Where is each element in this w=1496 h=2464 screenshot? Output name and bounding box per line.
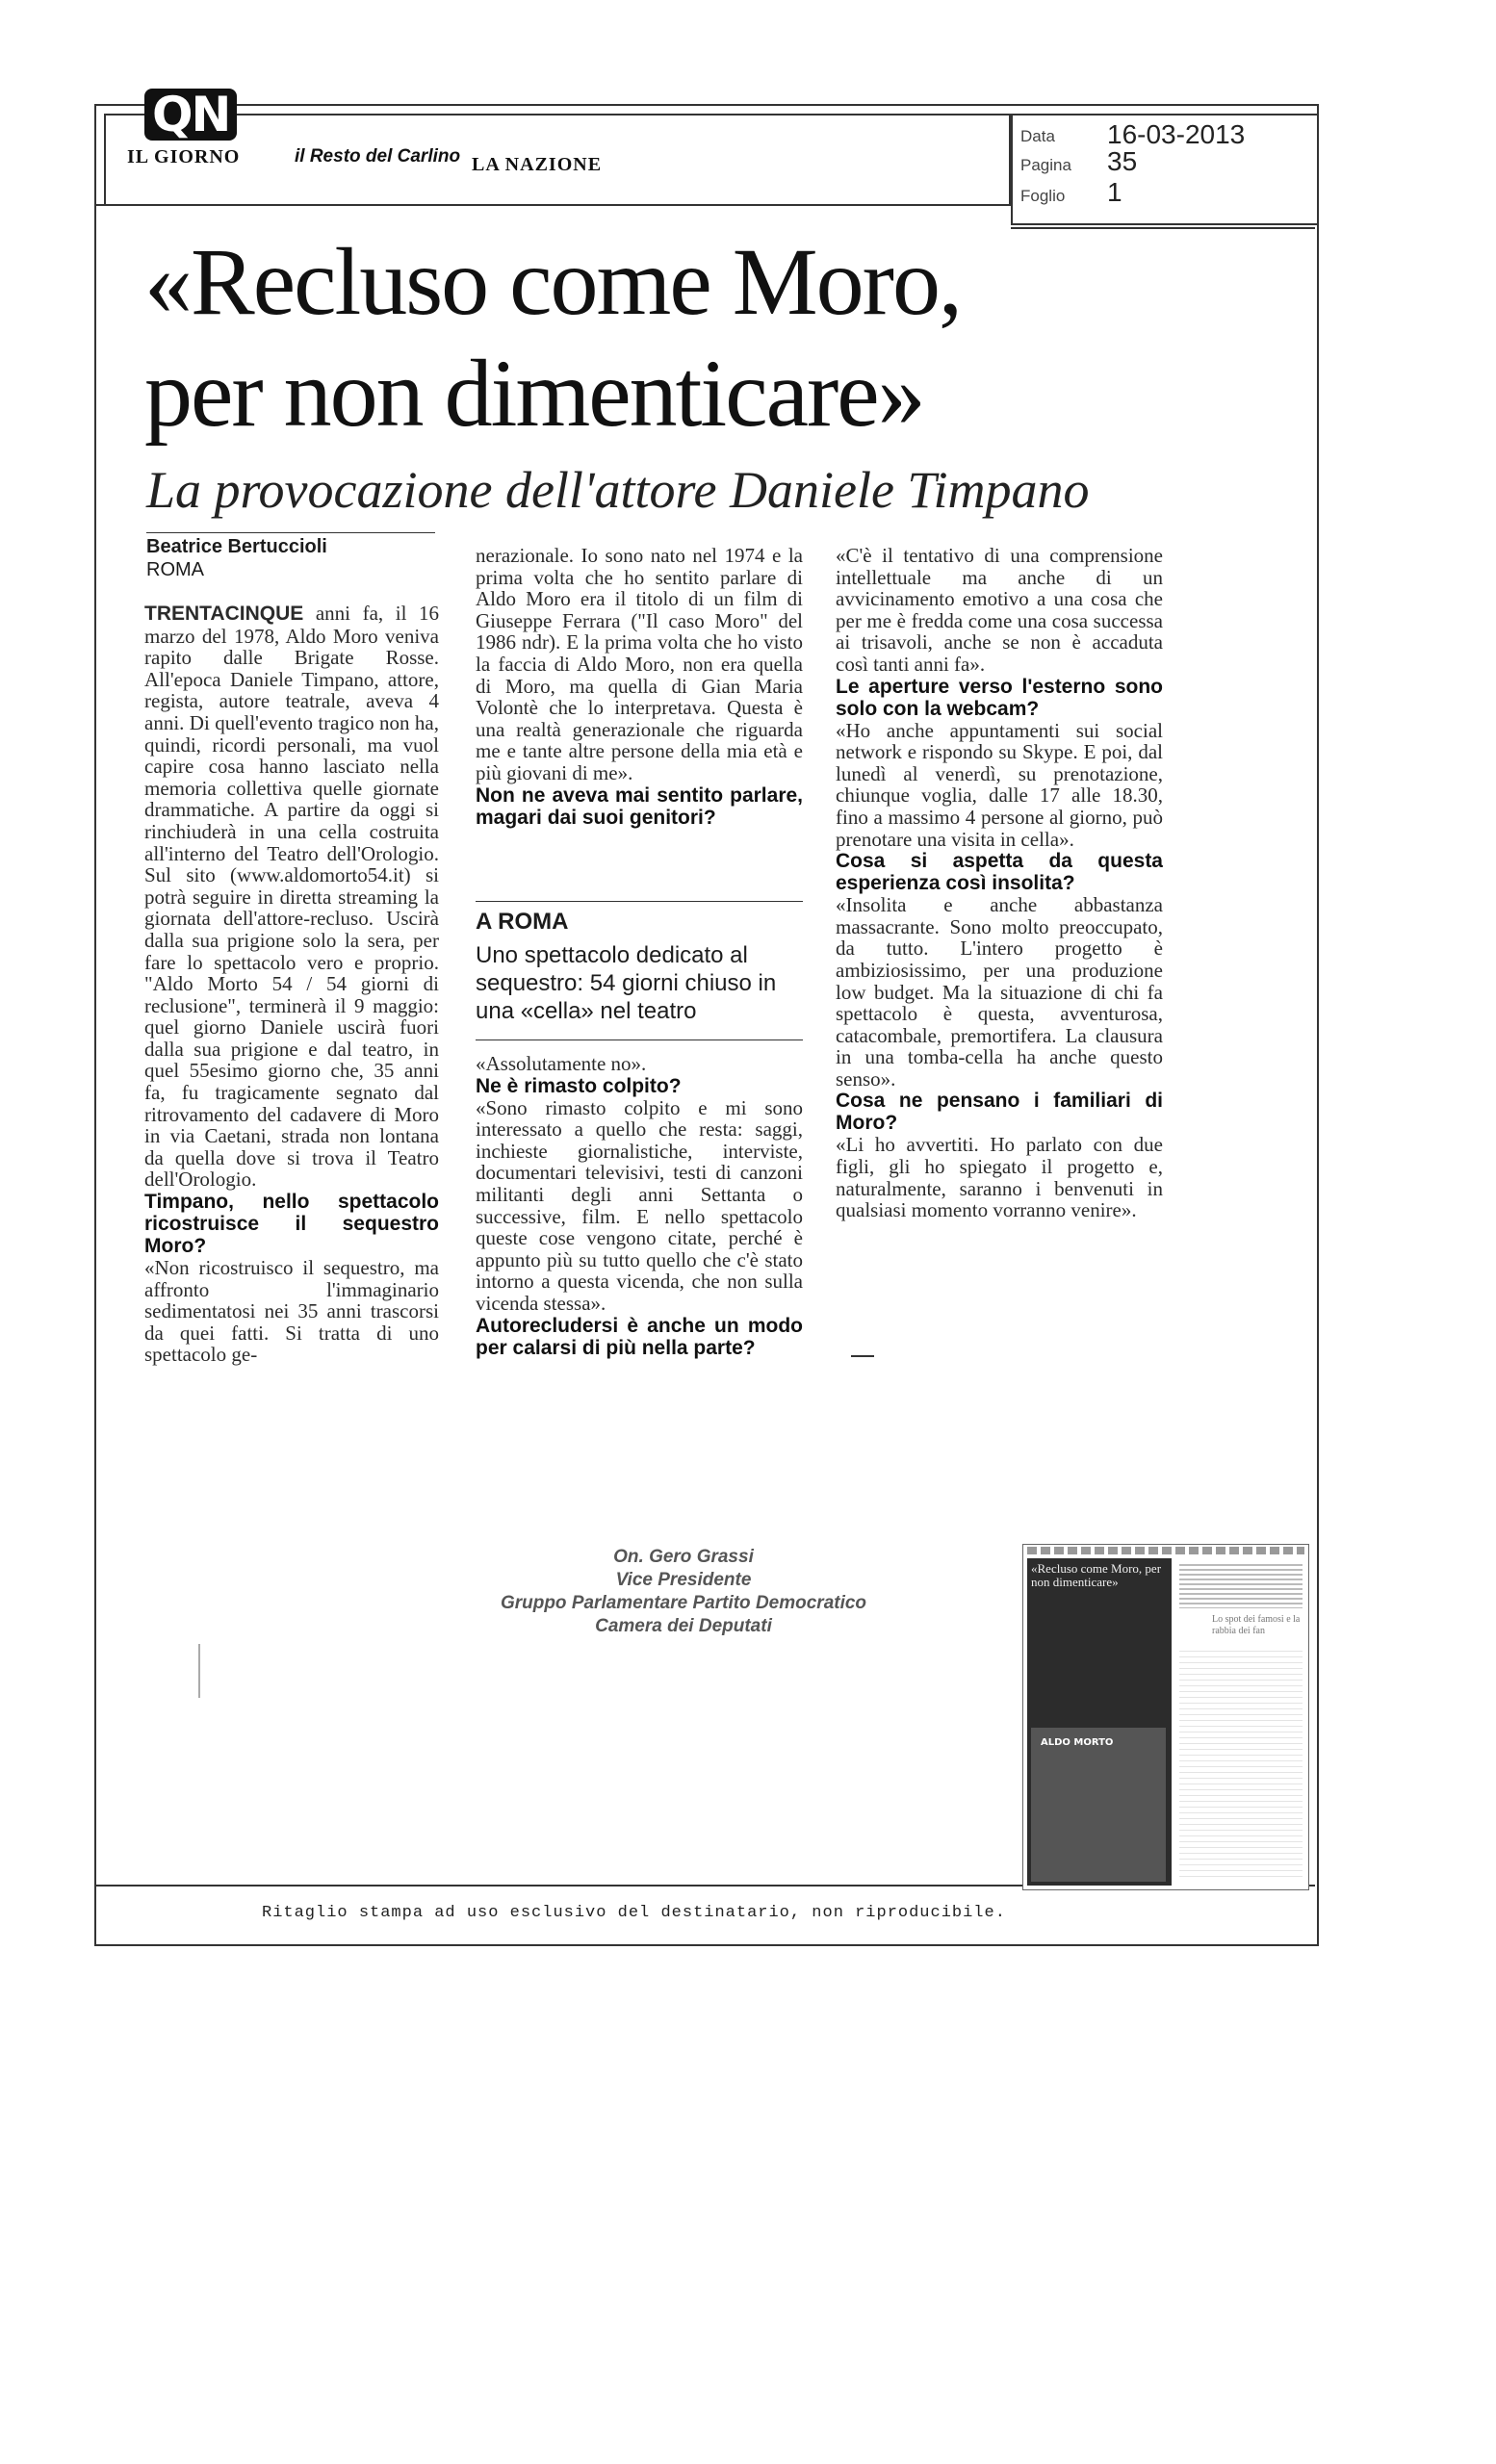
col3-answer-1: «Ho anche appuntamenti sui social network e rispondo su Skype. E poi, dal lunedì al venerdì, su prenotazione, chiunque voglia, dalle 17 alle 18.30, fino a massimo 4 persone al giorno, può prenotare una visita in cella». bbox=[836, 718, 1163, 851]
page-thumbnail bbox=[1022, 1544, 1309, 1890]
box-kicker: A ROMA bbox=[476, 909, 569, 935]
byline bbox=[146, 535, 327, 581]
col3-paragraph: «C'è il tentativo di una comprensione intellettuale ma anche di un avvicinamento emotivo a una cosa che per me è fredda come una cosa successa ai trisavoli, anche se non è accaduta così tanti anni fa». bbox=[836, 544, 1163, 676]
signature-chamber: Camera dei Deputati bbox=[595, 1616, 772, 1636]
thumbnail-right-column bbox=[1179, 1651, 1303, 1882]
article-column-2-top bbox=[476, 545, 803, 829]
signature-group: Gruppo Parlamentare Partito Democratico bbox=[500, 1593, 867, 1613]
col2-question-1: Non ne aveva mai sentito parlare, magari dai suoi genitori? bbox=[476, 783, 803, 829]
thumbnail-masthead bbox=[1027, 1547, 1304, 1554]
meta-rule bbox=[1011, 227, 1315, 229]
col3-answer-3: «Li ho avvertiti. Ho parlato con due figli, gli ho spiegato il progetto e, naturalmente, saranno i benvenuti in qualsiasi momento vorranno venire». bbox=[836, 1133, 1163, 1222]
author-location: ROMA bbox=[146, 559, 204, 580]
thumbnail-photo-label: ALDO MORTO bbox=[1041, 1737, 1114, 1748]
qn-logo: QN bbox=[144, 89, 250, 146]
page-label: Pagina bbox=[1020, 156, 1071, 174]
signature-role: Vice Presidente bbox=[615, 1570, 752, 1590]
article-column-1 bbox=[144, 603, 439, 1366]
paper-resto-del-carlino: il Resto del Carlino bbox=[295, 146, 461, 167]
masthead-rule bbox=[94, 204, 1011, 206]
col1-body: anni fa, il 16 marzo del 1978, Aldo Moro veniva rapito dalle Brigate Rosse. All'epoca Daniele Timpano, attore, regista, autore teatrale, aveva 4 anni. Di quell'evento tragico non ha, quindi, ricordi personali, ma vuol capire cosa hanno lasciato nella memoria collettiva quelle giornate drammatiche. A partire da oggi si rinchiuderà in una cella costruita all'interno del Teatro dell'Orologio. Sul sito (www.aldomorto54.it) si potrà seguire in diretta streaming la giornata dell'attore-recluso. Uscirà dalla sua prigione solo la sera, per fare lo spettacolo vero e proprio. "Aldo Morto 54 / 54 giorni di reclusione", terminerà il 9 maggio: quel giorno Daniele uscirà fuori dalla sua prigione e dal teatro, in quel 55esimo giorno che, 35 anni fa, fu tragicamente segnato dal ritrovamento del cadavere di Moro in via Caetani, strada non lontana da quella dove si trova il Teatro dell'Orologio. bbox=[144, 602, 439, 1192]
paper-il-giorno: IL GIORNO bbox=[127, 146, 241, 167]
col3-question-1: Le aperture verso l'esterno sono solo con la webcam? bbox=[836, 675, 1163, 720]
col2-question-3: Autorecludersi è anche un modo per calarsi di più nella parte? bbox=[476, 1314, 803, 1359]
subheadline: La provocazione dell'attore Daniele Timpano bbox=[146, 461, 1090, 519]
box-rule-top bbox=[476, 901, 803, 902]
col2-answer-1: «Assolutamente no». bbox=[476, 1052, 647, 1075]
sheet-value: 1 bbox=[1107, 177, 1122, 207]
date-value: 16-03-2013 bbox=[1107, 119, 1246, 149]
date-label: Data bbox=[1020, 127, 1055, 145]
thumbnail-headline: «Recluso come Moro, per non dimenticare» bbox=[1031, 1561, 1162, 1589]
col1-question: Timpano, nello spettacolo ricostruisce il sequestro Moro? bbox=[144, 1191, 439, 1258]
paper-la-nazione: LA NAZIONE bbox=[472, 154, 603, 175]
col2-question-2: Ne è rimasto colpito? bbox=[476, 1074, 682, 1097]
signature-stamp bbox=[462, 1546, 905, 1638]
article-column-3 bbox=[836, 545, 1163, 1221]
col1-lead: TRENTACINQUE bbox=[144, 603, 304, 625]
col1-paragraph bbox=[144, 603, 439, 1191]
sheet-label: Foglio bbox=[1020, 187, 1066, 205]
col3-question-3: Cosa ne pensano i familiari di Moro? bbox=[836, 1090, 1163, 1135]
page-value: 35 bbox=[1107, 146, 1138, 176]
thumbnail-right-header bbox=[1179, 1564, 1303, 1608]
headline-line-2: per non dimenticare» bbox=[144, 340, 924, 447]
byline-rule bbox=[146, 532, 435, 533]
thumbnail-side-text: Lo spot dei famosi e la rabbia dei fan bbox=[1212, 1614, 1301, 1636]
author-name: Beatrice Bertuccioli bbox=[146, 536, 327, 557]
headline-line-1: «Recluso come Moro, bbox=[144, 228, 961, 335]
end-mark bbox=[851, 1355, 874, 1357]
pen-mark bbox=[198, 1644, 200, 1698]
article-column-2-bottom bbox=[476, 1053, 803, 1359]
col3-answer-2: «Insolita e anche abbastanza massacrante. Sono molto preoccupato, da tutto. L'intero progetto è ambiziosissimo, per una produzione low budget. Ma la situazione di chi fa spettacolo è questa, avventurosa, catacombale, premortifera. La clausura in una tomba-cella ha anche questo senso». bbox=[836, 893, 1163, 1091]
col2-paragraph: nerazionale. Io sono nato nel 1974 e la prima volta che ho sentito parlare di Aldo Moro era il titolo di un film di Giuseppe Ferrara ("Il caso Moro" del 1986 ndr). E la prima volta che ho visto la faccia di Aldo Moro, non era quella di Moro, ma quella di Gian Maria Volontè che lo interpretava. Questa è una realtà generazionale che riguarda me e tante altre persone della mia età e più giovani di me». bbox=[476, 544, 803, 784]
footer-notice: Ritaglio stampa ad uso esclusivo del destinatario, non riproducibile. bbox=[262, 1904, 1006, 1922]
thumbnail-photo bbox=[1031, 1728, 1166, 1882]
signature-name: On. Gero Grassi bbox=[613, 1547, 754, 1567]
box-title: Uno spettacolo dedicato al sequestro: 54 giorni chiuso in una «cella» nel teatro bbox=[476, 942, 777, 1024]
col2-answer-2: «Sono rimasto colpito e mi sono interessato a quello che resta: saggi, inchieste giornalistiche, interviste, documentari televisivi, testi di canzoni militanti degli anni Settanta o successive, film. E nello spettacolo queste cose vengono citate, perché è appunto più su tutto quello che c'è stato intorno a questa vicenda, che non sulla vicenda stessa». bbox=[476, 1095, 803, 1315]
col3-question-2: Cosa si aspetta da questa esperienza così insolita? bbox=[836, 850, 1163, 895]
col1-answer: «Non ricostruisco il sequestro, ma affronto l'immaginario sedimentatosi nei 35 anni trascorsi da quei fatti. Si tratta di uno spettacolo ge- bbox=[144, 1256, 439, 1367]
